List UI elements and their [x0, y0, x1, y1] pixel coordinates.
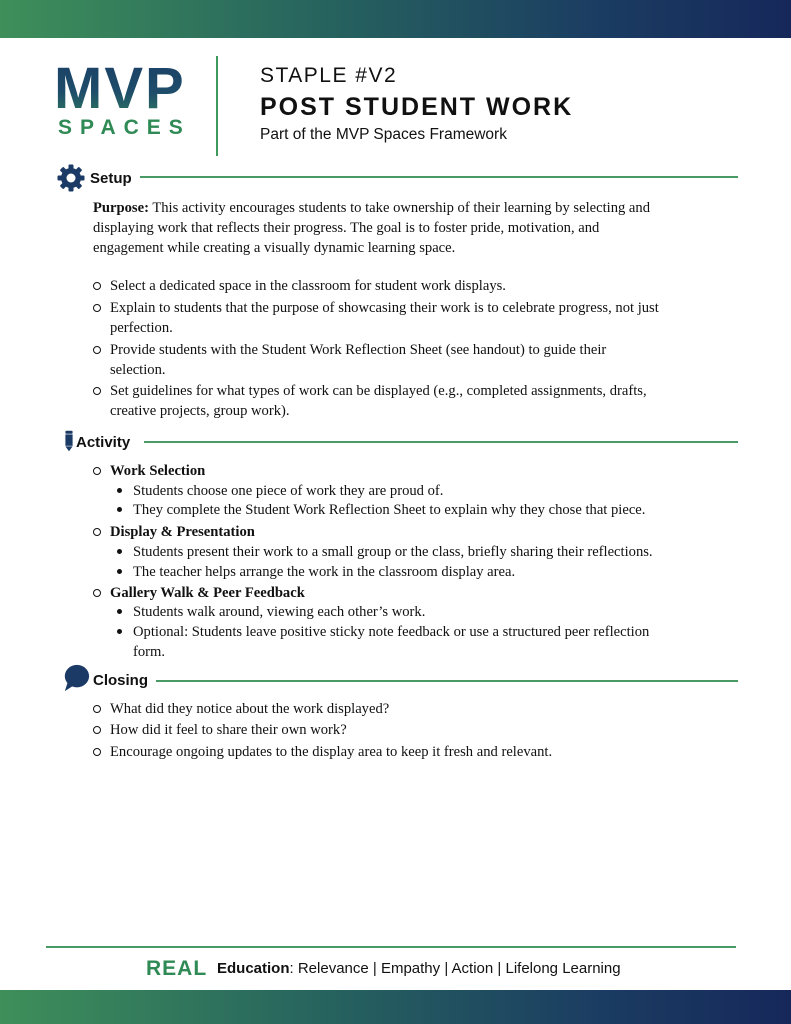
- purpose-line-3: engagement while creating a visually dynamic learning space.: [93, 240, 456, 256]
- top-banner: [0, 0, 791, 38]
- hollow-bullet-icon: [93, 467, 101, 475]
- purpose-line-1: Purpose: This activity encourages students to take ownership of their learning by selecting and: [93, 200, 651, 216]
- closing-section-header: [56, 664, 738, 694]
- footer-values: : Relevance | Empathy | Action | Lifelong Learning: [289, 960, 621, 977]
- hollow-bullet-icon: [93, 346, 101, 354]
- setup-rule: [140, 176, 738, 178]
- closing-heading: Closing: [93, 672, 148, 689]
- footer-tagline: [217, 960, 621, 978]
- purpose-paragraph: [93, 198, 703, 258]
- footer-rule: [46, 946, 736, 948]
- filled-bullet-icon: [117, 488, 122, 493]
- activity-section-header: [56, 425, 738, 455]
- hollow-bullet-icon: [93, 726, 101, 734]
- closing-rule: [156, 680, 738, 682]
- filled-bullet-icon: [117, 507, 122, 512]
- gear-icon: [56, 163, 86, 193]
- setup-section-header: [56, 163, 738, 193]
- filled-bullet-icon: [117, 549, 122, 554]
- hollow-bullet-icon: [93, 387, 101, 395]
- filled-bullet-icon: [117, 629, 122, 634]
- activity-heading: Activity: [76, 434, 131, 451]
- page-subtitle: Part of the MVP Spaces Framework: [260, 126, 507, 143]
- purpose-label: Purpose:: [93, 200, 149, 216]
- staple-number: STAPLE #V2: [260, 64, 398, 87]
- filled-bullet-icon: [117, 609, 122, 614]
- hollow-bullet-icon: [93, 282, 101, 290]
- real-logo: REAL: [146, 957, 208, 980]
- hollow-bullet-icon: [93, 705, 101, 713]
- setup-heading: Setup: [90, 170, 132, 187]
- footer-education: Education: [217, 960, 290, 977]
- speech-bubble-icon: [62, 664, 90, 692]
- hollow-bullet-icon: [93, 528, 101, 536]
- teacher-arrange-text: The teacher helps arrange the work in the classroom display area.: [133, 564, 516, 580]
- header-divider: [216, 56, 218, 156]
- filled-bullet-icon: [117, 569, 122, 574]
- hollow-bullet-icon: [93, 748, 101, 756]
- hollow-bullet-icon: [93, 589, 101, 597]
- purpose-line-2: displaying work that reflects their progress. The goal is to foster pride, motivation, and: [93, 220, 600, 236]
- bottom-banner: [0, 990, 791, 1024]
- page-title: POST STUDENT WORK: [260, 93, 574, 121]
- logo-mvp-text: MVP: [54, 56, 186, 121]
- hollow-bullet-icon: [93, 304, 101, 312]
- activity-rule: [144, 441, 738, 443]
- logo-spaces-text: SPACES: [58, 116, 191, 139]
